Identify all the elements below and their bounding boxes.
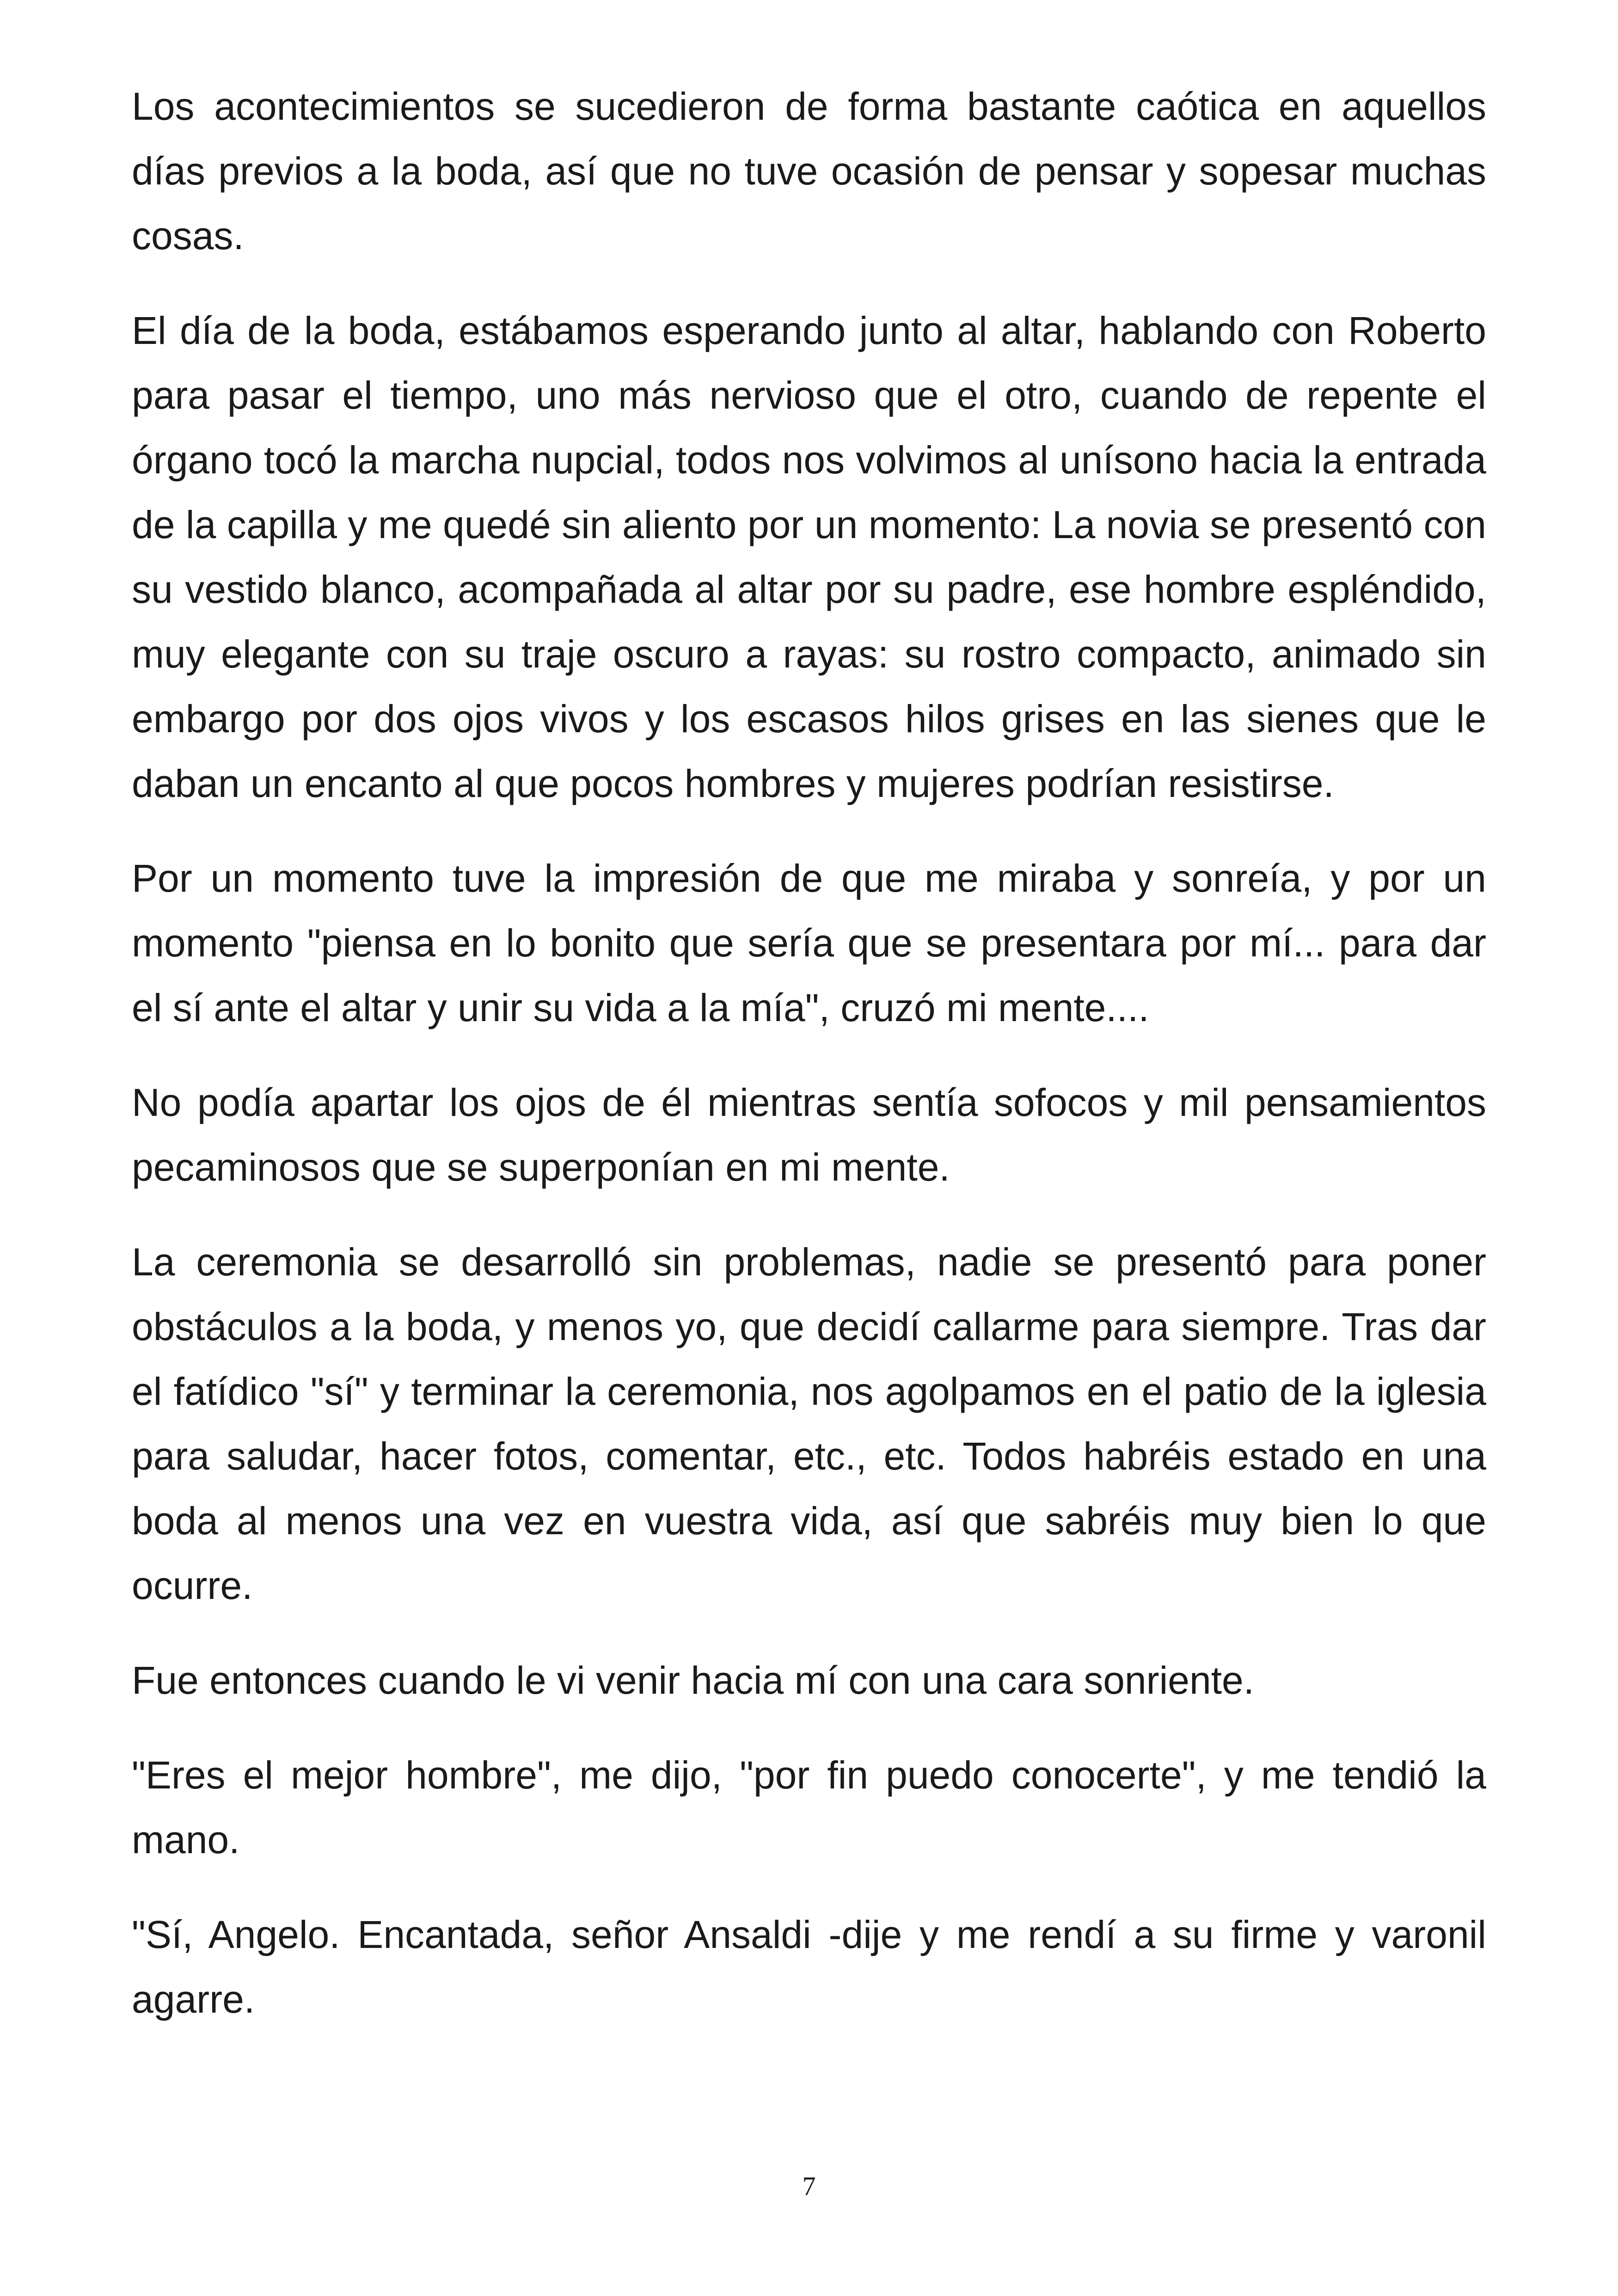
paragraph: No podía apartar los ojos de él mientras sentía sofocos y mil pensamientos pecaminosos que se superponían en mi mente. [132, 1081, 1486, 1189]
paragraph: El día de la boda, estábamos esperando junto al altar, hablando con Roberto para pasar el tiempo, uno más nervioso que el otro, cuando de repente el órgano tocó la marcha nupcial, todos nos volvimos al unísono hacia la entrada de la capilla y me quedé sin aliento por un momento: La novia se presentó con su vestido blanco, acompañada al altar por su padre, ese hombre espléndido, muy elegante con su traje oscuro a rayas: su rostro compacto, animado sin embargo por dos ojos vivos y los escasos hilos grises en las sienes que le daban un encanto al que pocos hombres y mujeres podrían resistirse. [132, 309, 1486, 805]
paragraph: "Sí, Angelo. Encantada, señor Ansaldi -dije y me rendí a su firme y varonil agarre. [132, 1913, 1486, 2021]
paragraph: Los acontecimientos se sucedieron de forma bastante caótica en aquellos días previos a la boda, así que no tuve ocasión de pensar y sopesar muchas cosas. [132, 85, 1486, 257]
paragraph: "Eres el mejor hombre", me dijo, "por fin puedo conocerte", y me tendió la mano. [132, 1753, 1486, 1861]
page-number: 7 [802, 2171, 816, 2201]
paragraph: Por un momento tuve la impresión de que me miraba y sonreía, y por un momento "piensa en lo bonito que sería que se presentara por mí... para dar el sí ante el altar y unir su vida a la mía", cruzó mi mente.... [132, 857, 1486, 1029]
paragraph: La ceremonia se desarrolló sin problemas, nadie se presentó para poner obstáculos a la boda, y menos yo, que decidí callarme para siempre. Tras dar el fatídico "sí" y terminar la ceremonia, nos agolpamos en el patio de la iglesia para saludar, hacer fotos, comentar, etc., etc. Todos habréis estado en una boda al menos una vez en vuestra vida, así que sabréis muy bien lo que ocurre. [132, 1240, 1486, 1607]
body-text [132, 74, 1486, 2062]
paragraph: Fue entonces cuando le vi venir hacia mí con una cara sonriente. [132, 1659, 1255, 1702]
